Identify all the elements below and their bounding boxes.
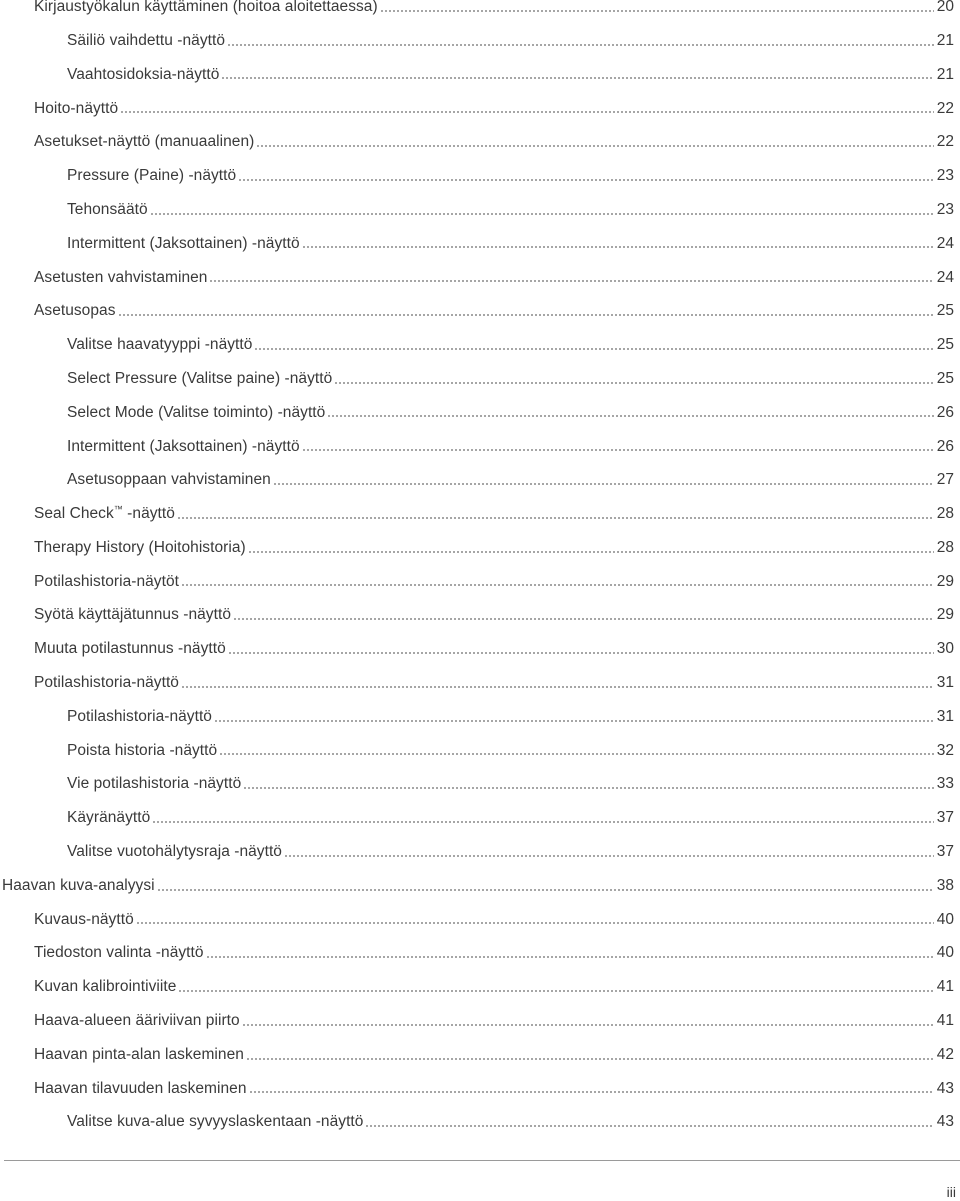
toc-entry-page-number: 31 — [936, 674, 954, 692]
toc-entry-page-number: 23 — [936, 167, 954, 185]
toc-entry-page-number: 24 — [936, 234, 954, 252]
toc-entry-title: Muuta potilastunnus -näyttö — [34, 640, 226, 658]
toc-entry-page-number: 43 — [936, 1113, 954, 1131]
toc-entry-page-number: 20 — [936, 0, 954, 16]
toc-entry[interactable] — [0, 1105, 960, 1139]
toc-entry[interactable] — [0, 903, 960, 937]
toc-entry[interactable] — [0, 396, 960, 430]
toc-entry-title: Potilashistoria-näyttö — [67, 707, 212, 725]
dot-leader — [327, 415, 934, 417]
dot-leader — [150, 213, 934, 215]
toc-entry[interactable] — [0, 260, 960, 294]
toc-entry-title: Asetusten vahvistaminen — [34, 268, 208, 286]
toc-entry[interactable] — [0, 835, 960, 869]
toc-entry-title: Select Pressure (Valitse paine) -näyttö — [67, 369, 333, 387]
toc-entry[interactable] — [0, 734, 960, 768]
toc-entry[interactable] — [0, 936, 960, 970]
toc-entry-page-number: 22 — [936, 133, 954, 151]
toc-entry-title-main: Seal Check — [34, 505, 114, 523]
toc-entry-title: Therapy History (Hoitohistoria) — [34, 538, 246, 556]
dot-leader — [238, 179, 934, 181]
toc-entry-page-number: 41 — [936, 1012, 954, 1030]
dot-leader — [227, 44, 934, 46]
toc-entry-title: Kuvaus-näyttö — [34, 910, 134, 928]
toc-entry-title: Tehonsäätö — [67, 200, 148, 218]
footer-divider — [4, 1160, 960, 1161]
toc-entry[interactable] — [0, 58, 960, 92]
toc-entry-title: Pressure (Paine) -näyttö — [67, 167, 237, 185]
toc-entry-title: Valitse kuva-alue syvyyslaskentaan -näyttö — [67, 1113, 364, 1131]
dot-leader — [214, 720, 934, 722]
toc-entry-title: Intermittent (Jaksottainen) -näyttö — [67, 234, 300, 252]
toc-entry-page-number: 29 — [936, 572, 954, 590]
dot-leader — [380, 10, 934, 12]
toc-entry-page-number: 37 — [936, 809, 954, 827]
toc-entry-title — [34, 503, 175, 523]
toc-entry-page-number: 40 — [936, 910, 954, 928]
toc-entry-page-number: 28 — [936, 505, 954, 523]
toc-entry-title: Syötä käyttäjätunnus -näyttö — [34, 606, 231, 624]
toc-entry-title: Haava-alueen ääriviivan piirto — [34, 1012, 240, 1030]
dot-leader — [243, 787, 934, 789]
toc-entry[interactable] — [0, 801, 960, 835]
dot-leader — [136, 922, 934, 924]
dot-leader — [219, 753, 934, 755]
dot-leader — [177, 517, 934, 519]
dot-leader — [233, 618, 934, 620]
toc-entry-page-number: 27 — [936, 471, 954, 489]
toc-entry-page-number: 41 — [936, 978, 954, 996]
toc-entry-title: Kirjaustyökalun käyttäminen (hoitoa aloitettaessa) — [34, 0, 378, 16]
toc-entry-page-number: 21 — [936, 31, 954, 49]
dot-leader — [284, 855, 934, 857]
toc-entry-title: Haavan tilavuuden laskeminen — [34, 1079, 247, 1097]
toc-entry[interactable] — [0, 700, 960, 734]
toc-entry-title: Potilashistoria-näytöt — [34, 572, 179, 590]
dot-leader — [254, 348, 934, 350]
dot-leader — [242, 1024, 934, 1026]
toc-entry-page-number: 38 — [936, 876, 954, 894]
toc-entry[interactable] — [0, 125, 960, 159]
toc-entry[interactable] — [0, 193, 960, 227]
toc-entry-title: Vie potilashistoria -näyttö — [67, 775, 242, 793]
toc-entry-title-suffix: -näyttö — [122, 505, 175, 523]
toc-entry[interactable] — [0, 1038, 960, 1072]
toc-entry[interactable] — [0, 970, 960, 1004]
toc-entry-page-number: 33 — [936, 775, 954, 793]
toc-entry[interactable] — [0, 24, 960, 58]
dot-leader — [221, 77, 934, 79]
toc-entry[interactable] — [0, 463, 960, 497]
toc-entry-page-number: 22 — [936, 99, 954, 117]
toc-entry[interactable] — [0, 227, 960, 261]
toc-entry[interactable] — [0, 362, 960, 396]
dot-leader — [206, 956, 934, 958]
toc-entry[interactable] — [0, 632, 960, 666]
toc-entry[interactable] — [0, 869, 960, 903]
dot-leader — [181, 686, 934, 688]
toc-entry-page-number: 21 — [936, 65, 954, 83]
toc-entry-title: Potilashistoria-näyttö — [34, 674, 179, 692]
toc-entry-title: Intermittent (Jaksottainen) -näyttö — [67, 437, 300, 455]
toc-entry[interactable] — [0, 1004, 960, 1038]
toc-entry-page-number: 31 — [936, 707, 954, 725]
toc-entry[interactable] — [0, 767, 960, 801]
toc-entry-page-number: 25 — [936, 369, 954, 387]
toc-entry[interactable] — [0, 1072, 960, 1106]
toc-entry-page-number: 37 — [936, 843, 954, 861]
toc-entry[interactable] — [0, 91, 960, 125]
dot-leader — [118, 314, 935, 316]
dot-leader — [157, 889, 934, 891]
toc-entry-page-number: 28 — [936, 538, 954, 556]
dot-leader — [120, 111, 934, 113]
toc-entry-title: Käyränäyttö — [67, 809, 151, 827]
toc-entry-title: Kuvan kalibrointiviite — [34, 978, 177, 996]
toc-entry[interactable] — [0, 531, 960, 565]
toc-entry[interactable] — [0, 497, 960, 531]
trademark-symbol: ™ — [113, 503, 123, 514]
dot-leader — [249, 1091, 934, 1093]
toc-entry-page-number: 30 — [936, 640, 954, 658]
toc-entry[interactable] — [0, 159, 960, 193]
dot-leader — [256, 145, 934, 147]
toc-entry[interactable] — [0, 0, 960, 24]
toc-entry-title: Haavan pinta-alan laskeminen — [34, 1045, 244, 1063]
toc-entry[interactable] — [0, 666, 960, 700]
dot-leader — [246, 1058, 934, 1060]
dot-leader — [302, 246, 934, 248]
toc-entry-title: Asetusopas — [34, 302, 116, 320]
toc-entry[interactable] — [0, 598, 960, 632]
toc-entry[interactable] — [0, 294, 960, 328]
toc-entry-title: Poista historia -näyttö — [67, 741, 218, 759]
dot-leader — [334, 382, 934, 384]
dot-leader — [181, 584, 934, 586]
toc-entry[interactable] — [0, 429, 960, 463]
dot-leader — [209, 280, 934, 282]
toc-entry-page-number: 32 — [936, 741, 954, 759]
toc-entry[interactable] — [0, 328, 960, 362]
toc-entry-page-number: 42 — [936, 1045, 954, 1063]
toc-entry-title: Haavan kuva-analyysi — [2, 876, 155, 894]
toc-entry-page-number: 40 — [936, 944, 954, 962]
toc-entry-title: Vaahtosidoksia-näyttö — [67, 65, 220, 83]
toc-entry-title: Tiedoston valinta -näyttö — [34, 944, 204, 962]
page-number: iii — [946, 1184, 956, 1200]
toc-entry-title: Asetukset-näyttö (manuaalinen) — [34, 133, 255, 151]
dot-leader — [152, 821, 934, 823]
toc-entry-page-number: 26 — [936, 403, 954, 421]
toc-entry-page-number: 24 — [936, 268, 954, 286]
toc-entry-title: Asetusoppaan vahvistaminen — [67, 471, 271, 489]
dot-leader — [302, 449, 934, 451]
toc-entry-page-number: 25 — [936, 336, 954, 354]
toc-entry-page-number: 23 — [936, 200, 954, 218]
toc-entry-title: Valitse haavatyyppi -näyttö — [67, 336, 253, 354]
toc-entry-page-number: 25 — [936, 302, 954, 320]
toc-entry-page-number: 43 — [936, 1079, 954, 1097]
toc-entry[interactable] — [0, 565, 960, 599]
toc-entry-title: Hoito-näyttö — [34, 99, 119, 117]
dot-leader — [365, 1125, 934, 1127]
dot-leader — [228, 652, 934, 654]
dot-leader — [248, 551, 934, 553]
toc-entry-title: Säiliö vaihdettu -näyttö — [67, 31, 226, 49]
dot-leader — [273, 483, 934, 485]
toc-entry-page-number: 26 — [936, 437, 954, 455]
dot-leader — [178, 990, 934, 992]
toc-entry-title: Valitse vuotohälytysraja -näyttö — [67, 843, 282, 861]
toc-entry-title: Select Mode (Valitse toiminto) -näyttö — [67, 403, 326, 421]
toc-entry-page-number: 29 — [936, 606, 954, 624]
